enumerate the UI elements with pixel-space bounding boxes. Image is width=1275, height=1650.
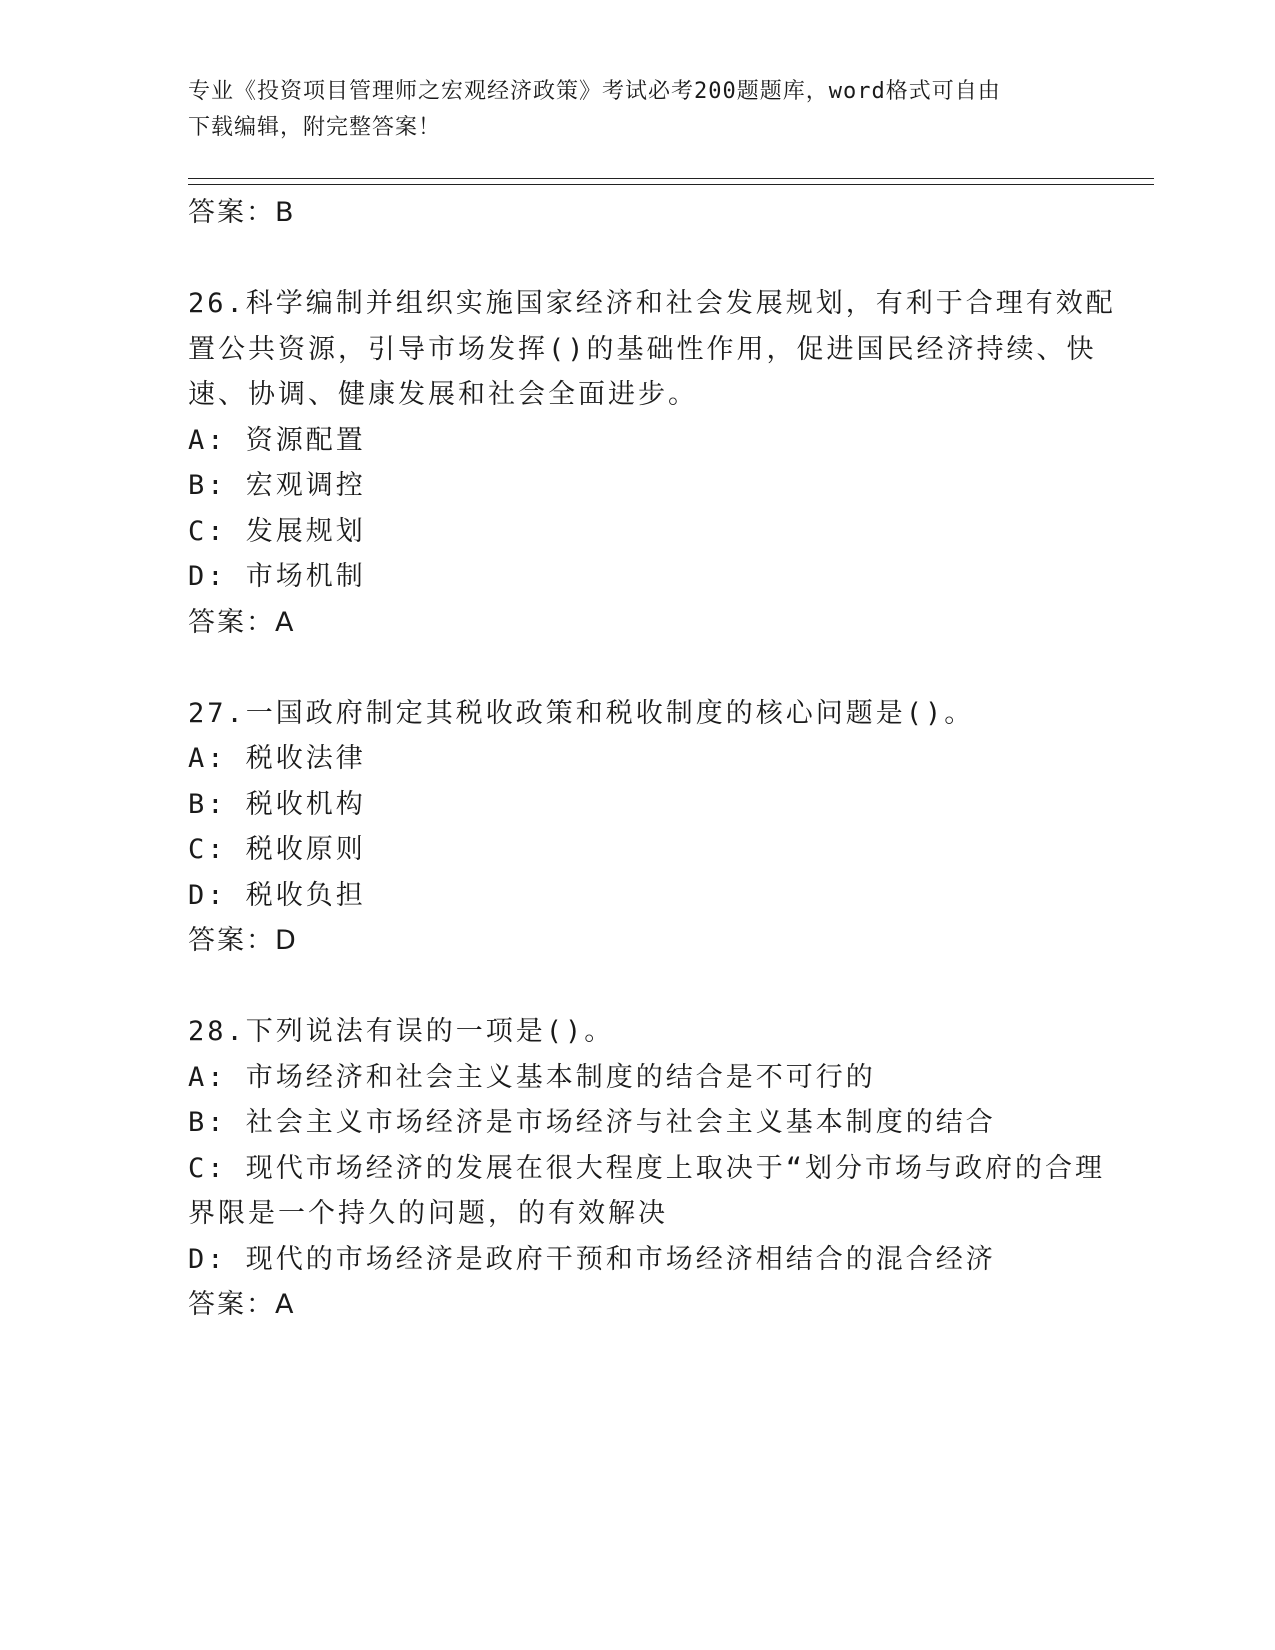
- option-a: A: 税收法律: [188, 743, 366, 774]
- option-d: D: 市场机制: [188, 561, 366, 592]
- option-c: C: 现代市场经济的发展在很大程度上取决于“划分市场与政府的合理: [188, 1152, 1106, 1184]
- answer-previous: 答案：B: [188, 197, 296, 228]
- option-c: C: 发展规划: [188, 515, 366, 547]
- question-stem-line: 28.下列说法有误的一项是()。: [188, 1016, 615, 1047]
- option-c: C: 税收原则: [188, 834, 366, 865]
- document-header: [188, 74, 1068, 146]
- question-content: [188, 190, 1118, 1328]
- header-line-1: 专业《投资项目管理师之宏观经济政策》考试必考200题题库，word格式可自由: [188, 79, 1001, 104]
- answer: 答案：D: [188, 925, 298, 956]
- question-stem-line: 27.一国政府制定其税收政策和税收制度的核心问题是()。: [188, 697, 975, 729]
- question-27: [188, 691, 1118, 964]
- question-28: [188, 1009, 1118, 1328]
- option-c-continued: 界限是一个持久的问题，的有效解决: [188, 1198, 668, 1229]
- header-line-2: 下载编辑，附完整答案！: [188, 115, 442, 140]
- answer: 答案：A: [188, 606, 296, 638]
- option-b: B: 税收机构: [188, 788, 366, 820]
- option-d: D: 税收负担: [188, 879, 366, 911]
- header-rule-bottom: [188, 184, 1154, 185]
- question-stem-line: 速、协调、健康发展和社会全面进步。: [188, 379, 698, 410]
- option-a: A: 资源配置: [188, 424, 366, 456]
- answer: 答案：A: [188, 1289, 296, 1320]
- option-a: A: 市场经济和社会主义基本制度的结合是不可行的: [188, 1061, 876, 1093]
- header-rule-top: [188, 178, 1154, 179]
- option-b: B: 宏观调控: [188, 470, 366, 501]
- question-stem-line: 26.科学编制并组织实施国家经济和社会发展规划，有利于合理有效配: [188, 288, 1116, 319]
- question-stem-line: 置公共资源，引导市场发挥()的基础性作用，促进国民经济持续、快: [188, 333, 1097, 365]
- option-b: B: 社会主义市场经济是市场经济与社会主义基本制度的结合: [188, 1107, 996, 1138]
- question-26: [188, 281, 1118, 645]
- option-d: D: 现代的市场经济是政府干预和市场经济相结合的混合经济: [188, 1243, 996, 1275]
